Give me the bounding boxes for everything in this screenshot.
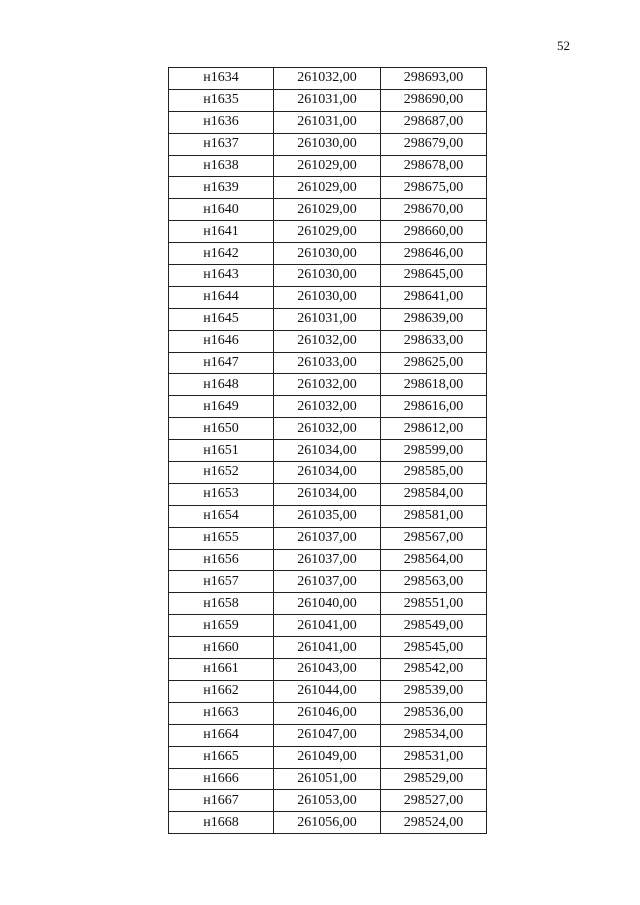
point-id-cell: н1651 <box>169 440 274 462</box>
y-coordinate-cell: 298625,00 <box>381 352 487 374</box>
table-row <box>169 702 487 724</box>
x-coordinate-cell: 261034,00 <box>274 483 381 505</box>
point-id-cell: н1636 <box>169 111 274 133</box>
y-coordinate-cell: 298549,00 <box>381 615 487 637</box>
x-coordinate-cell: 261047,00 <box>274 724 381 746</box>
point-id-cell: н1637 <box>169 133 274 155</box>
x-coordinate-cell: 261031,00 <box>274 308 381 330</box>
point-id-cell: н1667 <box>169 790 274 812</box>
point-id-cell: н1665 <box>169 746 274 768</box>
y-coordinate-cell: 298618,00 <box>381 374 487 396</box>
y-coordinate-cell: 298536,00 <box>381 702 487 724</box>
y-coordinate-cell: 298539,00 <box>381 680 487 702</box>
y-coordinate-cell: 298542,00 <box>381 659 487 681</box>
y-coordinate-cell: 298527,00 <box>381 790 487 812</box>
table-row <box>169 133 487 155</box>
x-coordinate-cell: 261037,00 <box>274 571 381 593</box>
y-coordinate-cell: 298584,00 <box>381 483 487 505</box>
table-row <box>169 746 487 768</box>
x-coordinate-cell: 261030,00 <box>274 133 381 155</box>
x-coordinate-cell: 261043,00 <box>274 659 381 681</box>
coordinates-table <box>168 67 487 834</box>
y-coordinate-cell: 298612,00 <box>381 418 487 440</box>
y-coordinate-cell: 298633,00 <box>381 330 487 352</box>
point-id-cell: н1635 <box>169 89 274 111</box>
table-row <box>169 374 487 396</box>
y-coordinate-cell: 298678,00 <box>381 155 487 177</box>
point-id-cell: н1654 <box>169 505 274 527</box>
x-coordinate-cell: 261049,00 <box>274 746 381 768</box>
x-coordinate-cell: 261041,00 <box>274 615 381 637</box>
table-row <box>169 89 487 111</box>
y-coordinate-cell: 298581,00 <box>381 505 487 527</box>
x-coordinate-cell: 261031,00 <box>274 111 381 133</box>
table-row <box>169 462 487 484</box>
table-row <box>169 155 487 177</box>
table-row <box>169 615 487 637</box>
y-coordinate-cell: 298599,00 <box>381 440 487 462</box>
point-id-cell: н1641 <box>169 221 274 243</box>
point-id-cell: н1639 <box>169 177 274 199</box>
table-row <box>169 637 487 659</box>
point-id-cell: н1662 <box>169 680 274 702</box>
point-id-cell: н1648 <box>169 374 274 396</box>
table-row <box>169 330 487 352</box>
table-row <box>169 768 487 790</box>
point-id-cell: н1663 <box>169 702 274 724</box>
table-row <box>169 199 487 221</box>
x-coordinate-cell: 261035,00 <box>274 505 381 527</box>
point-id-cell: н1638 <box>169 155 274 177</box>
y-coordinate-cell: 298564,00 <box>381 549 487 571</box>
point-id-cell: н1647 <box>169 352 274 374</box>
point-id-cell: н1661 <box>169 659 274 681</box>
point-id-cell: н1658 <box>169 593 274 615</box>
x-coordinate-cell: 261030,00 <box>274 265 381 287</box>
point-id-cell: н1640 <box>169 199 274 221</box>
x-coordinate-cell: 261033,00 <box>274 352 381 374</box>
x-coordinate-cell: 261032,00 <box>274 374 381 396</box>
point-id-cell: н1644 <box>169 286 274 308</box>
table-row <box>169 790 487 812</box>
table-row <box>169 396 487 418</box>
point-id-cell: н1666 <box>169 768 274 790</box>
table-row <box>169 440 487 462</box>
y-coordinate-cell: 298693,00 <box>381 68 487 90</box>
x-coordinate-cell: 261046,00 <box>274 702 381 724</box>
table-row <box>169 505 487 527</box>
point-id-cell: н1645 <box>169 308 274 330</box>
point-id-cell: н1659 <box>169 615 274 637</box>
y-coordinate-cell: 298675,00 <box>381 177 487 199</box>
y-coordinate-cell: 298645,00 <box>381 265 487 287</box>
point-id-cell: н1655 <box>169 527 274 549</box>
table-row <box>169 308 487 330</box>
point-id-cell: н1656 <box>169 549 274 571</box>
x-coordinate-cell: 261037,00 <box>274 527 381 549</box>
table-row <box>169 286 487 308</box>
x-coordinate-cell: 261032,00 <box>274 330 381 352</box>
point-id-cell: н1652 <box>169 462 274 484</box>
point-id-cell: н1668 <box>169 812 274 834</box>
y-coordinate-cell: 298551,00 <box>381 593 487 615</box>
x-coordinate-cell: 261029,00 <box>274 221 381 243</box>
table-row <box>169 177 487 199</box>
x-coordinate-cell: 261034,00 <box>274 462 381 484</box>
table-row <box>169 527 487 549</box>
x-coordinate-cell: 261029,00 <box>274 177 381 199</box>
table-row <box>169 243 487 265</box>
point-id-cell: н1642 <box>169 243 274 265</box>
x-coordinate-cell: 261040,00 <box>274 593 381 615</box>
y-coordinate-cell: 298646,00 <box>381 243 487 265</box>
point-id-cell: н1657 <box>169 571 274 593</box>
y-coordinate-cell: 298534,00 <box>381 724 487 746</box>
y-coordinate-cell: 298639,00 <box>381 308 487 330</box>
y-coordinate-cell: 298563,00 <box>381 571 487 593</box>
y-coordinate-cell: 298531,00 <box>381 746 487 768</box>
y-coordinate-cell: 298545,00 <box>381 637 487 659</box>
y-coordinate-cell: 298641,00 <box>381 286 487 308</box>
x-coordinate-cell: 261029,00 <box>274 155 381 177</box>
y-coordinate-cell: 298585,00 <box>381 462 487 484</box>
x-coordinate-cell: 261031,00 <box>274 89 381 111</box>
point-id-cell: н1646 <box>169 330 274 352</box>
y-coordinate-cell: 298567,00 <box>381 527 487 549</box>
y-coordinate-cell: 298660,00 <box>381 221 487 243</box>
y-coordinate-cell: 298529,00 <box>381 768 487 790</box>
x-coordinate-cell: 261056,00 <box>274 812 381 834</box>
table-row <box>169 724 487 746</box>
table-row <box>169 352 487 374</box>
table-row <box>169 221 487 243</box>
y-coordinate-cell: 298524,00 <box>381 812 487 834</box>
table-row <box>169 812 487 834</box>
x-coordinate-cell: 261032,00 <box>274 396 381 418</box>
point-id-cell: н1664 <box>169 724 274 746</box>
x-coordinate-cell: 261034,00 <box>274 440 381 462</box>
point-id-cell: н1649 <box>169 396 274 418</box>
point-id-cell: н1660 <box>169 637 274 659</box>
coordinates-table-body <box>169 68 487 834</box>
point-id-cell: н1634 <box>169 68 274 90</box>
y-coordinate-cell: 298687,00 <box>381 111 487 133</box>
y-coordinate-cell: 298690,00 <box>381 89 487 111</box>
point-id-cell: н1643 <box>169 265 274 287</box>
y-coordinate-cell: 298616,00 <box>381 396 487 418</box>
x-coordinate-cell: 261044,00 <box>274 680 381 702</box>
x-coordinate-cell: 261051,00 <box>274 768 381 790</box>
table-row <box>169 659 487 681</box>
x-coordinate-cell: 261030,00 <box>274 243 381 265</box>
table-row <box>169 571 487 593</box>
x-coordinate-cell: 261030,00 <box>274 286 381 308</box>
x-coordinate-cell: 261037,00 <box>274 549 381 571</box>
table-row <box>169 549 487 571</box>
table-row <box>169 265 487 287</box>
x-coordinate-cell: 261032,00 <box>274 418 381 440</box>
y-coordinate-cell: 298679,00 <box>381 133 487 155</box>
x-coordinate-cell: 261053,00 <box>274 790 381 812</box>
table-row <box>169 68 487 90</box>
x-coordinate-cell: 261032,00 <box>274 68 381 90</box>
x-coordinate-cell: 261041,00 <box>274 637 381 659</box>
x-coordinate-cell: 261029,00 <box>274 199 381 221</box>
table-row <box>169 593 487 615</box>
y-coordinate-cell: 298670,00 <box>381 199 487 221</box>
table-row <box>169 418 487 440</box>
point-id-cell: н1653 <box>169 483 274 505</box>
point-id-cell: н1650 <box>169 418 274 440</box>
table-row <box>169 483 487 505</box>
table-row <box>169 111 487 133</box>
table-row <box>169 680 487 702</box>
page-number: 52 <box>557 38 570 53</box>
